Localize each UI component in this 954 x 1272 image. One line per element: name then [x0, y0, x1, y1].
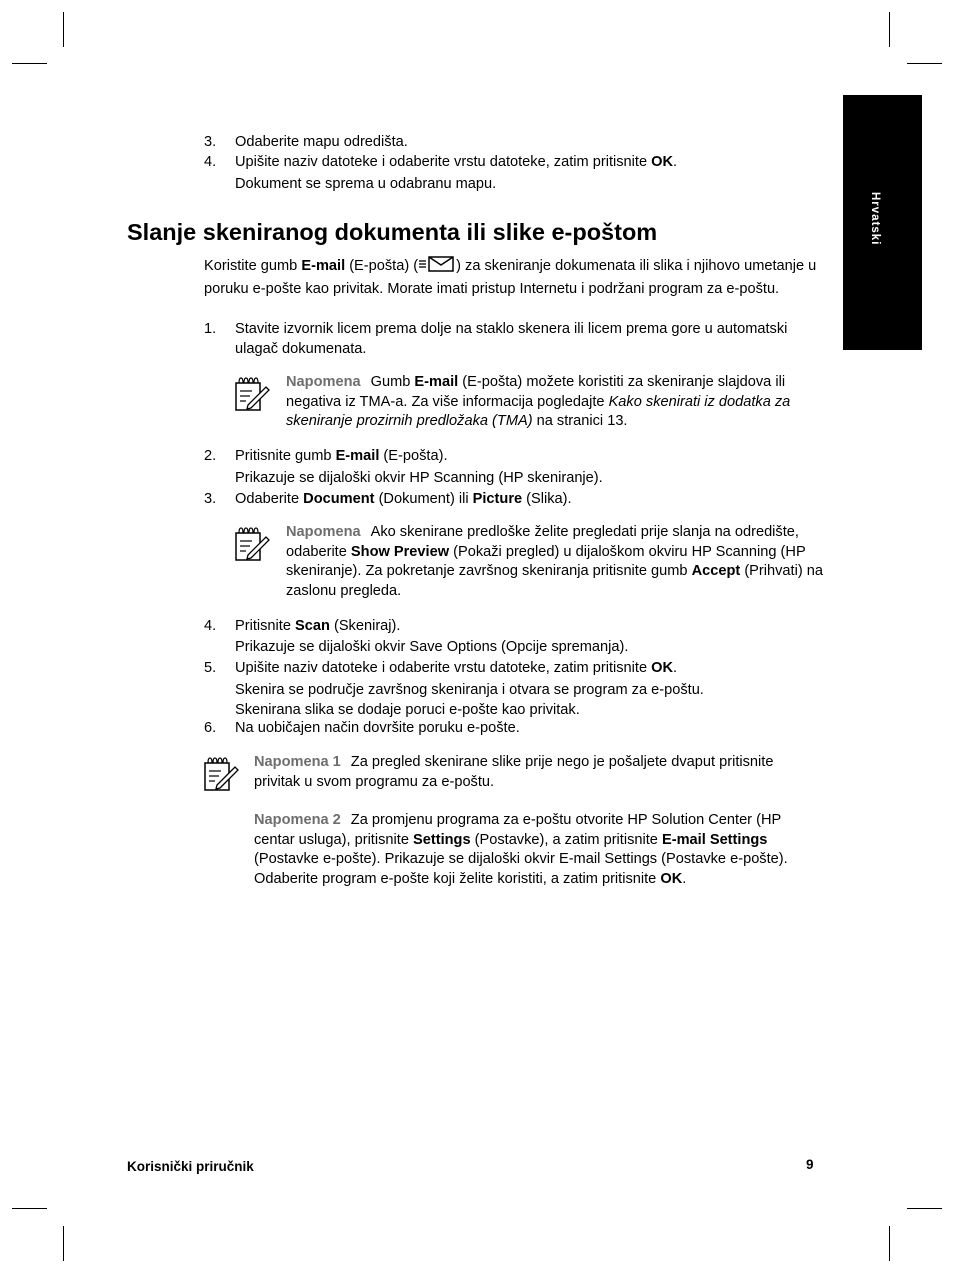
step-number: 1. [204, 321, 217, 337]
step-number: 3. [204, 491, 217, 507]
step-text: Na uobičajen način dovršite poruku e-pošte. [235, 720, 520, 736]
note-icon [203, 756, 239, 792]
crop-mark [907, 1208, 942, 1209]
page-number: 9 [806, 1157, 814, 1172]
step-number: 4. [204, 154, 217, 170]
crop-mark [12, 1208, 47, 1209]
step-number: 6. [204, 720, 217, 736]
step-number: 3. [204, 134, 217, 150]
step-text: Stavite izvornik licem prema dolje na staklo skenera ili licem prema gore u automatski ulagač dokumenata. [235, 321, 788, 357]
step-text: Upišite naziv datoteke i odaberite vrstu datoteke, zatim pritisnite OK. [235, 154, 678, 170]
intro-paragraph: Koristite gumb E-mail (E-pošta) ( ) za skeniranje dokumenata ili slika i njihovo umetanje u poruku e-pošte kao privitak. Morate imati pristup Internetu i podržani program za e-poštu. [204, 255, 824, 299]
crop-mark [63, 12, 64, 47]
note-text: Napomena 1 Za pregled skenirane slike prije nego je pošaljete dvaput pritisnite privitak u svom programu za e-poštu. [254, 754, 774, 790]
step-text: Odaberite Document (Dokument) ili Picture (Slika). [235, 491, 572, 507]
step-result: Prikazuje se dijaloški okvir HP Scanning (HP skeniranje). [235, 470, 603, 486]
note-text: Napomena Gumb E-mail (E-pošta) možete koristiti za skeniranje slajdova ili negativa iz TMA-a. Za više informacija pogledajte Kako skenirati iz dodatka za skeniranje prozirnih predložaka (TMA) na stranici 13. [286, 374, 791, 429]
footer-title: Korisnički priručnik [127, 1159, 254, 1174]
crop-mark [889, 1226, 890, 1261]
language-tab [843, 95, 922, 350]
crop-mark [63, 1226, 64, 1261]
step-number: 4. [204, 618, 217, 634]
step-result: Dokument se sprema u odabranu mapu. [235, 176, 497, 192]
section-heading: Slanje skeniranog dokumenta ili slike e-poštom [127, 219, 658, 245]
step-number: 5. [204, 660, 217, 676]
step-result: Skenira se područje završnog skeniranja i otvara se program za e-poštu. Skenirana slika se dodaje poruci e-pošte kao privitak. [235, 682, 704, 718]
language-tab-label: Hrvatski [869, 192, 881, 246]
crop-mark [889, 12, 890, 47]
step-text: Upišite naziv datoteke i odaberite vrstu datoteke, zatim pritisnite OK. [235, 660, 678, 676]
crop-mark [907, 63, 942, 64]
note-text: Napomena 2 Za promjenu programa za e-poštu otvorite HP Solution Center (HP centar usluga), pritisnite Settings (Postavke), a zatim pritisnite E-mail Settings (Postavke e-pošte). Prikazuje se dijaloški okvir E-mail Settings (Postavke e-pošte). Odaberite program e-pošte koji želite koristiti, a zatim pritisnite OK. [254, 812, 788, 887]
step-result: Prikazuje se dijaloški okvir Save Options (Opcije spremanja). [235, 639, 629, 655]
note-icon [234, 526, 270, 562]
crop-mark [12, 63, 47, 64]
note-text: Napomena Ako skenirane predloške želite pregledati prije slanja na odredište, odaberite Show Preview (Pokaži pregled) u dijaloškom okviru HP Scanning (HP skeniranje). Za pokretanje završnog skeniranja pritisnite gumb Accept (Prihvati) na zaslonu pregleda. [286, 524, 823, 599]
email-icon [418, 255, 456, 280]
step-number: 2. [204, 448, 217, 464]
step-text: Pritisnite gumb E-mail (E-pošta). [235, 448, 448, 464]
note-icon [234, 376, 270, 412]
step-text: Odaberite mapu odredišta. [235, 134, 408, 150]
step-text: Pritisnite Scan (Skeniraj). [235, 618, 401, 634]
